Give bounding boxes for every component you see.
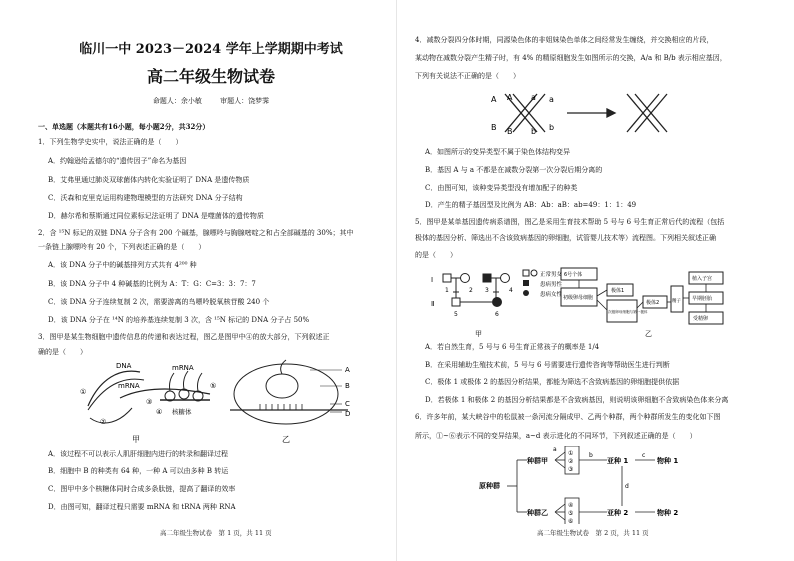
- q5-figure: [431, 262, 771, 340]
- peptide-2: [184, 371, 189, 389]
- gene-a-4: a: [549, 95, 554, 104]
- trna: [266, 374, 298, 398]
- q4-option-d[interactable]: D．产生的精子基因型及比例为 AB：Ab：aB：ab=49：1：1：49: [425, 201, 637, 209]
- label-n3: ③: [146, 398, 153, 406]
- q2-option-b[interactable]: B．该 DNA 分子中 4 种碱基的比例为 A：T：G：C=3：3：7：7: [48, 280, 256, 288]
- q3-figure: [60, 358, 370, 446]
- peptide-3: [198, 373, 203, 391]
- q4-figure: [487, 86, 707, 140]
- label-dna: DNA: [116, 362, 132, 370]
- q5-option-c[interactable]: C．极体 1 或极体 2 的基因分析结果，都能为筛选不含致病基因的卵细胞提供依据: [425, 378, 680, 386]
- box-woman: 6号个体: [564, 272, 583, 278]
- q4-option-c[interactable]: C．由图可知，该种变异类型没有增加配子的种类: [425, 184, 578, 192]
- mutation-6: ⑥: [568, 518, 574, 524]
- q3-stem-line2: 确的是（ ）: [38, 348, 87, 356]
- subspecies-1: 亚种 1: [607, 457, 629, 465]
- q2-stem-line2: 一条链上腺嘌呤有 20 个，下列表述正确的是（ ）: [38, 243, 206, 251]
- q1-option-d[interactable]: D．赫尔希和蔡斯通过同位素标记法证明了 DNA 是噬菌体的遗传物质: [48, 212, 264, 220]
- q2-option-c[interactable]: C．该 DNA 分子连续复制 2 次，需要游离的鸟嘌呤脱氧核苷酸 240 个: [48, 298, 270, 306]
- population-a: 种群甲: [527, 457, 548, 465]
- origin-population: 原种群: [479, 482, 500, 490]
- q1-option-b[interactable]: B．艾弗里通过肺炎双球菌体内转化实验证明了 DNA 是遗传物质: [48, 176, 250, 184]
- q4-option-a[interactable]: A．如图所示的变异类型不属于染色体结构变异: [425, 148, 571, 156]
- exam-subtitle: 高二年级生物试卷: [146, 67, 275, 86]
- q5-option-b[interactable]: B．在采用辅助生殖技术前，5 号与 6 号需要进行遗传咨询等帮助医生进行判断: [425, 361, 670, 369]
- stage-b: b: [589, 452, 593, 459]
- num-2: 2: [469, 287, 473, 294]
- box-out: 受精卵: [693, 316, 709, 322]
- label-n2: ②: [100, 418, 107, 426]
- box-implant: 植入子宫: [692, 276, 713, 282]
- page-2: [397, 0, 794, 561]
- figure-jia: [80, 362, 216, 444]
- q3-option-b[interactable]: B．细胞中 B 的种类有 64 种，一种 A 可以由多种 B 转运: [48, 467, 229, 475]
- q5-option-d[interactable]: D．若极体 1 和极体 2 的基因分析结果都是不含致病基因，则说明该卵细胞不含致病染色体来分离: [425, 396, 729, 404]
- box-polar1: 极体1: [611, 288, 625, 294]
- legend-normal: 正常男女: [540, 272, 563, 278]
- gene-a-3: a: [531, 93, 536, 102]
- gene-b-1: B: [491, 123, 497, 132]
- stage-c: c: [642, 452, 646, 459]
- label-mrna: mRNA: [118, 382, 140, 390]
- label-n1: ①: [80, 388, 87, 396]
- label-n5: ⑤: [210, 382, 217, 390]
- mutation-4: ④: [568, 502, 574, 509]
- label-n4: ④: [156, 408, 163, 416]
- mutation-2: ②: [568, 458, 574, 465]
- q4-stem-line2: 某动物在减数分裂产生精子时，有 4% 的精原细胞发生如图所示的交换，A/a 和 B/b 表示相应基因，: [415, 54, 727, 62]
- q2-stem-line1: 2．含 ¹⁵N 标记的双链 DNA 分子含有 200 个碱基，腺嘌呤与胸腺嘧啶之和占全部碱基的 30%；其中: [38, 229, 354, 237]
- box-sperm: 精子: [672, 299, 681, 304]
- stage-a: a: [553, 446, 557, 453]
- population-b: 种群乙: [527, 509, 548, 517]
- label-jia: 甲: [132, 435, 140, 444]
- box-polar2: 极体2: [646, 300, 660, 306]
- q5-stem-line1: 5．图甲是某单基因遗传病系谱图，图乙是采用生育技术帮助 5 号与 6 号生育正常后代的流程（包括: [415, 218, 725, 226]
- q1-stem: 1．下列生物学史实中，说法正确的是（ ）: [38, 138, 183, 146]
- q3-stem-line1: 3．图甲是某生物细胞中遗传信息的传递和表达过程，图乙是图甲中④的放大部分，下列叙述正: [38, 333, 330, 341]
- q4-stem-line1: 4．减数分裂四分体时期，同源染色体的非姐妹染色单体之间经常发生缠绕，并交换相应的片段，: [415, 36, 714, 44]
- box-cell: 初级卵母细胞: [563, 295, 594, 301]
- q1-option-a[interactable]: A．约翰逊给孟德尔的“遗传因子”命名为基因: [48, 157, 187, 165]
- pedigree: [431, 270, 563, 338]
- gen-2: Ⅱ: [431, 300, 435, 308]
- mutation-5: ⑤: [568, 510, 574, 517]
- box-egg: 次级卵母细胞与第一极体: [608, 310, 648, 314]
- subspecies-2: 亚种 2: [607, 509, 629, 517]
- mutation-3: ③: [568, 466, 574, 473]
- label-yi: 乙: [645, 330, 652, 338]
- author: 命题人：余小敏: [152, 97, 202, 105]
- individual-4: [501, 274, 510, 283]
- author-line: [36, 96, 386, 106]
- individual-6: [493, 298, 502, 307]
- num-6: 6: [495, 311, 499, 318]
- label-b: B: [345, 382, 350, 390]
- q5-stem-line2: 极体的基因分析、筛选出不含该致病基因的卵细胞，试管婴儿技术等）流程图。下列相关叙述正确: [415, 234, 716, 242]
- q4-option-b[interactable]: B．基因 A 与 a 不都是在减数分裂第一次分裂后期分离的: [425, 166, 603, 174]
- q3-option-d[interactable]: D．由图可知，翻译过程只需要 mRNA 和 tRNA 两种 RNA: [48, 503, 236, 511]
- ivf-flowchart: [561, 268, 723, 338]
- mutation-1: ①: [568, 450, 574, 457]
- arrow-head: [607, 109, 615, 117]
- label-d: D: [345, 410, 351, 418]
- gene-b-2: B: [507, 127, 513, 136]
- species-1: 物种 1: [657, 457, 679, 465]
- gene-b-3: b: [531, 127, 537, 136]
- q4-stem-line3: 下列有关说法不正确的是（ ）: [415, 72, 520, 80]
- legend-affected-male: 患病男性: [540, 282, 563, 288]
- ribosome-large: [234, 364, 338, 424]
- individual-3: [483, 274, 491, 282]
- label-mrna-2: mRNA: [172, 364, 194, 372]
- legend-affected-female: 患病女性: [540, 292, 563, 298]
- label-ribosome: 核糖体: [172, 408, 192, 416]
- q2-option-d[interactable]: D．该 DNA 分子在 ¹⁴N 的培养基连续复制 3 次，含 ¹⁵N 标记的 DNA 分子占 50%: [48, 316, 310, 324]
- q5-option-a[interactable]: A．若自然生育，5 号与 6 号生育正常孩子的概率是 1/4: [425, 343, 600, 351]
- amino-acid-chain: [281, 360, 286, 374]
- q6-figure: [477, 446, 737, 524]
- label-jia: 甲: [475, 330, 482, 338]
- num-5: 5: [454, 311, 458, 318]
- exam-title: 临川一中 2023－2024 学年上学期期中考试: [79, 42, 343, 57]
- q3-option-c[interactable]: C．图甲中多个核糖体同时合成多条肽链，提高了翻译的效率: [48, 485, 236, 493]
- gene-a-2: A: [507, 93, 513, 102]
- gene-b-4: b: [549, 123, 555, 132]
- q5-stem-line3: 的是（ ）: [415, 251, 457, 259]
- stage-d: d: [625, 483, 629, 490]
- peptide-1: [170, 373, 175, 391]
- gen-1: Ⅰ: [431, 276, 434, 284]
- q1-option-c[interactable]: C．沃森和克里克运用构建物理模型的方法研究 DNA 分子结构: [48, 194, 243, 202]
- individual-1: [443, 274, 451, 282]
- label-a: A: [345, 366, 350, 374]
- q6-stem-line1: 6．许多年前，某大峡谷中的松鼠被一条河流分隔成甲、乙两个种群，两个种群所发生的变化如下图: [415, 413, 721, 421]
- individual-2: [461, 274, 470, 283]
- q3-option-a[interactable]: A．该过程不可以表示人肌肝细胞内进行的转录和翻译过程: [48, 450, 229, 458]
- footer-page-2: 高二年级生物试卷 第 2 页，共 11 页: [537, 529, 649, 537]
- dna-loop: [90, 408, 132, 423]
- section-heading: 一、单选题（本题共有16小题，每小题2分，共32分）: [38, 122, 210, 131]
- reviewer: 审题人：饶梦霁: [220, 97, 270, 105]
- box-screen: 早期胚胎: [692, 296, 713, 302]
- figure-yi: [230, 360, 350, 444]
- label-yi: 乙: [282, 435, 290, 444]
- q6-stem-line2: 所示，①~⑥表示不同的变异结果，a~d 表示进化的不同环节，下列叙述正确的是（ ）: [415, 432, 697, 440]
- footer-page-1: 高二年级生物试卷 第 1 页，共 11 页: [160, 529, 272, 537]
- num-3: 3: [485, 287, 489, 294]
- individual-5: [452, 298, 460, 306]
- q2-option-a[interactable]: A．该 DNA 分子中的碱基排列方式共有 4²⁰⁰ 种: [48, 261, 197, 269]
- gene-a-1: A: [491, 95, 497, 104]
- label-c: C: [345, 400, 350, 408]
- num-4: 4: [509, 287, 513, 294]
- species-2: 物种 2: [657, 509, 679, 517]
- num-1: 1: [445, 287, 449, 294]
